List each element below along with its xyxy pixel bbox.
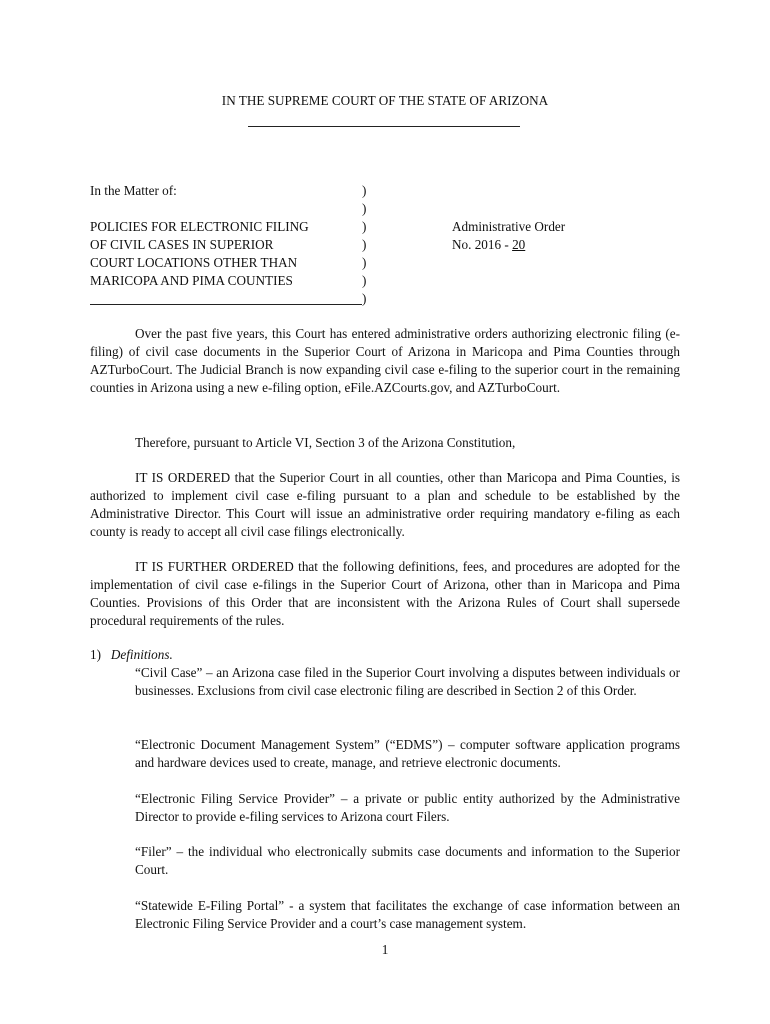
order-number-value: 20 bbox=[512, 237, 526, 252]
definition-civil-case: “Civil Case” – an Arizona case filed in the Superior Court involving a disputes between individuals or businesses. Exclusions from civil case electronic filing are described in Section 2 of this Order. bbox=[135, 665, 680, 698]
order-number-prefix: No. 2016 - bbox=[452, 237, 513, 252]
definition-efsp: “Electronic Filing Service Provider” – a private or public entity authorized by the Administrative Director to provide e-filing services to Arizona court Filers. bbox=[135, 791, 680, 824]
section-definitions-heading: 1) Definitions. bbox=[90, 647, 173, 662]
administrative-order-label: Administrative Order bbox=[452, 219, 566, 234]
caption-line-4: MARICOPA AND PIMA COUNTIES bbox=[90, 273, 293, 288]
caption-line-3: COURT LOCATIONS OTHER THAN bbox=[90, 255, 298, 270]
caption-paren: ) bbox=[362, 255, 367, 270]
caption-paren: ) bbox=[362, 201, 367, 216]
caption-paren: ) bbox=[362, 237, 367, 252]
caption-paren: ) bbox=[362, 291, 367, 306]
paragraph-intro: Over the past five years, this Court has entered administrative orders authorizing electronic filing (e-filing) of civil case documents in the Superior Court of Arizona in Maricopa and Pima Counties through AZTurboCourt. The Judicial Branch is now expanding civil case e-filing to the superior court in the remaining counties in Arizona using a new e-filing option, eFile.AZCourts.gov, and AZTurboCourt. bbox=[90, 326, 680, 395]
caption-paren: ) bbox=[362, 183, 367, 198]
definition-portal: “Statewide E-Filing Portal” - a system that facilitates the exchange of case information between an Electronic Filing Service Provider and a court’s case management system. bbox=[135, 898, 680, 931]
administrative-order-number bbox=[452, 237, 525, 253]
paragraph-further-ordered: IT IS FURTHER ORDERED that the following definitions, fees, and procedures are adopted for the implementation of civil case e-filings in the Superior Court of Arizona, other than in Maricopa and Pima Counties. Provisions of this Order that are inconsistent with the Arizona Rules of Court shall supersede procedural requirements of the rules. bbox=[90, 559, 680, 628]
paragraph-therefore: Therefore, pursuant to Article VI, Section 3 of the Arizona Constitution, bbox=[135, 435, 516, 450]
caption-matter: In the Matter of: bbox=[90, 183, 177, 198]
caption-line-2: OF CIVIL CASES IN SUPERIOR bbox=[90, 237, 274, 252]
caption-line-1: POLICIES FOR ELECTRONIC FILING bbox=[90, 219, 309, 234]
caption-underline bbox=[90, 304, 362, 305]
definition-edms: “Electronic Document Management System” (“EDMS”) – computer software application programs and hardware devices used to create, manage, and retrieve electronic documents. bbox=[135, 737, 680, 770]
title-rule bbox=[248, 126, 520, 127]
caption-paren: ) bbox=[362, 273, 367, 288]
caption-paren: ) bbox=[362, 219, 367, 234]
paragraph-ordered: IT IS ORDERED that the Superior Court in all counties, other than Maricopa and Pima Counties, is authorized to implement civil case e-filing pursuant to a plan and schedule to be established by the Administrative Director. This Court will issue an administrative order requiring mandatory e-filing as each county is ready to accept all civil case filings electronically. bbox=[90, 470, 680, 539]
court-title: IN THE SUPREME COURT OF THE STATE OF ARIZONA bbox=[221, 93, 549, 108]
definition-filer: “Filer” – the individual who electronically submits case documents and information to the Superior Court. bbox=[135, 844, 680, 877]
page-number: 1 bbox=[381, 942, 389, 957]
